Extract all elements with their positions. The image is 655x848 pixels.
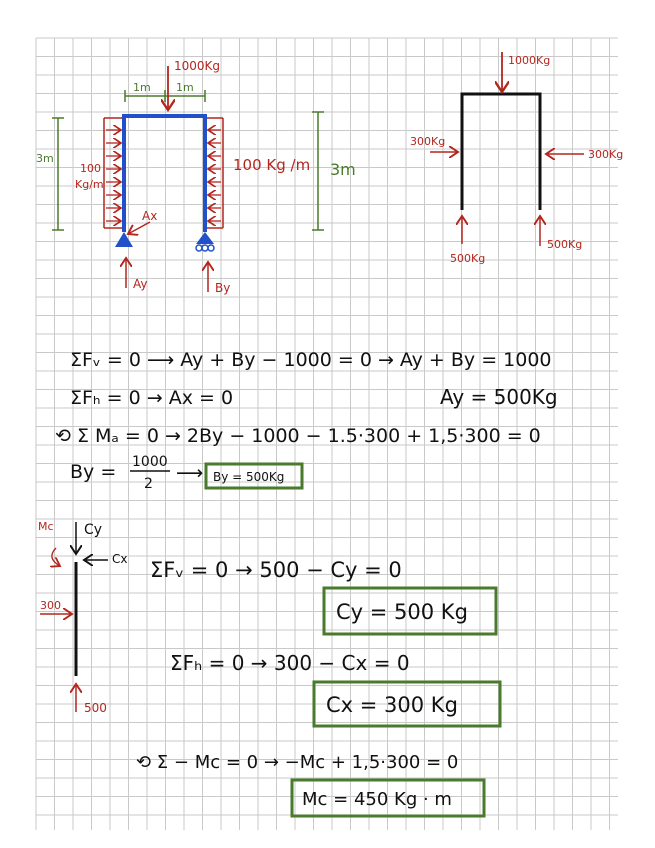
fb-left-force-label: 300Kg [410,135,446,148]
fb-top-load-label: 1000Kg [508,54,551,67]
bottom-load-label: 500 [84,701,107,715]
height-left-label: 3m [36,152,54,165]
result-by: By = 500Kg [213,470,285,484]
left-load-unit: Kg/m [75,178,104,191]
result-cy: Cy = 500 Kg [336,600,468,624]
ax-label: Ax [142,209,158,223]
result-cx: Cx = 300 Kg [326,693,458,717]
result-mc: Mc = 450 Kg · m [302,789,452,810]
equation-line-2-left: ΣFₕ = 0 → Ax = 0 [70,387,234,409]
fb-right-reaction-label: 500Kg [547,238,583,251]
right-load-label: 100 Kg /m [233,156,311,174]
equation-line-2-right: Ay = 500Kg [440,385,558,409]
by-label: By [215,281,231,295]
top-load-label: 1000Kg [174,59,221,73]
left-load-value: 100 [80,162,101,175]
equation-line-1: ΣFᵥ = 0 ⟶ Ay + By − 1000 = 0 → Ay + By = 1000 [70,349,552,371]
equation-line-4-arrow: ⟶ [176,462,204,484]
span-left-label: 1m [133,81,151,94]
fraction-denominator: 2 [144,476,153,492]
column-eq-vertical: ΣFᵥ = 0 → 500 − Cy = 0 [150,558,402,582]
mc-label: Mc [38,520,54,533]
side-load-label: 300 [40,599,61,612]
fb-right-force-label: 300Kg [588,148,624,161]
fb-left-reaction-label: 500Kg [450,252,486,265]
column-eq-moment: ⟲ Σ − Mc = 0 → −Mc + 1,5·300 = 0 [136,752,459,773]
height-right-label: 3m [330,160,356,179]
fraction-numerator: 1000 [132,454,168,470]
ay-label: Ay [133,277,148,291]
cx-label: Cx [112,552,128,566]
cy-label: Cy [84,522,103,538]
column-eq-horizontal: ΣFₕ = 0 → 300 − Cx = 0 [170,651,410,675]
span-right-label: 1m [176,81,194,94]
equation-line-3: ⟲ Σ Mₐ = 0 → 2By − 1000 − 1.5·300 + 1,5·300 = 0 [55,425,541,447]
equation-line-4-left: By = [70,461,117,483]
